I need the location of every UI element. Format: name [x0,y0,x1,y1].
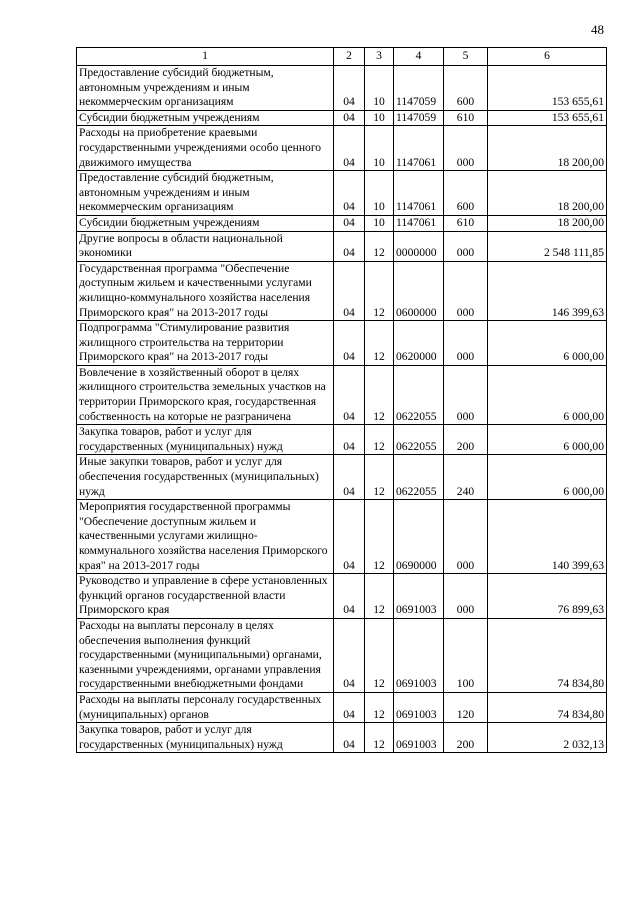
row-target-code-cell: 0622055 [394,455,444,500]
row-section-cell: 04 [334,692,365,722]
table-row [77,126,607,171]
row-expense-type-cell: 000 [444,126,488,171]
row-expense-type-cell: 000 [444,231,488,261]
row-target-code-cell: 0620000 [394,321,444,366]
row-name-cell: Расходы на выплаты персоналу государственных (муниципальных) органов [77,692,334,722]
row-subsection-cell: 12 [365,365,394,424]
row-subsection-cell: 12 [365,321,394,366]
row-expense-type-cell: 100 [444,618,488,692]
header-col-4: 4 [394,48,444,66]
row-subsection-cell: 12 [365,574,394,619]
row-expense-type-cell: 200 [444,723,488,753]
row-name-cell: Государственная программа "Обеспечение доступным жильем и качественными услугами жилищно-коммунального хозяйства населения Приморского края" на 2013-2017 годы [77,261,334,320]
table-row [77,110,607,126]
row-subsection-cell: 12 [365,618,394,692]
table-row [77,723,607,753]
row-amount-cell: 2 548 111,85 [488,231,607,261]
row-amount-cell: 153 655,61 [488,66,607,111]
table-row [77,261,607,320]
row-subsection-cell: 12 [365,261,394,320]
table-header-row [77,48,607,66]
row-amount-cell: 18 200,00 [488,171,607,216]
table-row [77,500,607,574]
row-subsection-cell: 12 [365,723,394,753]
row-section-cell: 04 [334,321,365,366]
row-name-cell: Руководство и управление в сфере установленных функций органов государственной власти Приморского края [77,574,334,619]
header-col-2: 2 [334,48,365,66]
table-row [77,455,607,500]
row-target-code-cell: 0622055 [394,365,444,424]
row-name-cell: Расходы на приобретение краевыми государственными учреждениями особо ценного движимого имущества [77,126,334,171]
row-expense-type-cell: 000 [444,500,488,574]
row-target-code-cell: 0691003 [394,723,444,753]
row-target-code-cell: 1147061 [394,215,444,231]
row-expense-type-cell: 610 [444,110,488,126]
row-section-cell: 04 [334,455,365,500]
header-col-6: 6 [488,48,607,66]
row-name-cell: Закупка товаров, работ и услуг для государственных (муниципальных) нужд [77,723,334,753]
header-col-1: 1 [77,48,334,66]
row-section-cell: 04 [334,618,365,692]
row-section-cell: 04 [334,66,365,111]
row-expense-type-cell: 610 [444,215,488,231]
table-row [77,618,607,692]
row-target-code-cell: 0600000 [394,261,444,320]
row-target-code-cell: 0691003 [394,692,444,722]
row-expense-type-cell: 000 [444,321,488,366]
row-name-cell: Расходы на выплаты персоналу в целях обеспечения выполнения функций государственными (муниципальными) органами, казенными учреждениями, органами управления государственными внебюджетными фондами [77,618,334,692]
header-col-3: 3 [365,48,394,66]
row-target-code-cell: 1147059 [394,66,444,111]
row-name-cell: Субсидии бюджетным учреждениям [77,215,334,231]
row-section-cell: 04 [334,425,365,455]
row-target-code-cell: 0622055 [394,425,444,455]
row-subsection-cell: 12 [365,455,394,500]
table-row [77,365,607,424]
row-expense-type-cell: 600 [444,171,488,216]
row-name-cell: Субсидии бюджетным учреждениям [77,110,334,126]
row-target-code-cell: 0691003 [394,618,444,692]
page-number: 48 [591,22,604,37]
row-target-code-cell: 1147061 [394,126,444,171]
row-amount-cell: 140 399,63 [488,500,607,574]
row-section-cell: 04 [334,231,365,261]
row-target-code-cell: 0691003 [394,574,444,619]
row-name-cell: Закупка товаров, работ и услуг для государственных (муниципальных) нужд [77,425,334,455]
row-expense-type-cell: 000 [444,365,488,424]
row-subsection-cell: 12 [365,231,394,261]
row-amount-cell: 18 200,00 [488,215,607,231]
row-amount-cell: 74 834,80 [488,618,607,692]
table-row [77,66,607,111]
row-expense-type-cell: 600 [444,66,488,111]
row-section-cell: 04 [334,215,365,231]
row-expense-type-cell: 200 [444,425,488,455]
table-row [77,321,607,366]
row-subsection-cell: 10 [365,126,394,171]
row-amount-cell: 6 000,00 [488,365,607,424]
row-amount-cell: 18 200,00 [488,126,607,171]
row-section-cell: 04 [334,171,365,216]
row-subsection-cell: 12 [365,425,394,455]
row-expense-type-cell: 240 [444,455,488,500]
row-amount-cell: 6 000,00 [488,425,607,455]
table-row [77,215,607,231]
row-subsection-cell: 10 [365,66,394,111]
row-expense-type-cell: 000 [444,261,488,320]
row-section-cell: 04 [334,500,365,574]
table-row [77,425,607,455]
row-amount-cell: 6 000,00 [488,455,607,500]
row-subsection-cell: 10 [365,171,394,216]
table-row [77,692,607,722]
row-target-code-cell: 1147061 [394,171,444,216]
row-expense-type-cell: 120 [444,692,488,722]
budget-table [76,47,607,753]
table-row [77,231,607,261]
row-section-cell: 04 [334,261,365,320]
row-name-cell: Предоставление субсидий бюджетным, автономным учреждениям и иным некоммерческим организациям [77,66,334,111]
row-section-cell: 04 [334,126,365,171]
row-expense-type-cell: 000 [444,574,488,619]
row-subsection-cell: 12 [365,692,394,722]
row-name-cell: Мероприятия государственной программы "Обеспечение доступным жильем и качественными услугами жилищно-коммунального хозяйства населения Приморского края" на 2013-2017 годы [77,500,334,574]
row-amount-cell: 146 399,63 [488,261,607,320]
row-amount-cell: 153 655,61 [488,110,607,126]
row-name-cell: Иные закупки товаров, работ и услуг для обеспечения государственных (муниципальных) нужд [77,455,334,500]
table-row [77,171,607,216]
row-name-cell: Другие вопросы в области национальной экономики [77,231,334,261]
row-name-cell: Вовлечение в хозяйственный оборот в целях жилищного строительства земельных участков на территории Приморского края, государственная собственность на которые не разграничена [77,365,334,424]
row-target-code-cell: 0690000 [394,500,444,574]
row-name-cell: Предоставление субсидий бюджетным, автономным учреждениям и иным некоммерческим организациям [77,171,334,216]
row-section-cell: 04 [334,574,365,619]
row-subsection-cell: 10 [365,215,394,231]
row-amount-cell: 6 000,00 [488,321,607,366]
row-section-cell: 04 [334,365,365,424]
row-target-code-cell: 0000000 [394,231,444,261]
row-target-code-cell: 1147059 [394,110,444,126]
row-section-cell: 04 [334,723,365,753]
row-subsection-cell: 12 [365,500,394,574]
header-col-5: 5 [444,48,488,66]
row-amount-cell: 2 032,13 [488,723,607,753]
row-section-cell: 04 [334,110,365,126]
row-amount-cell: 76 899,63 [488,574,607,619]
row-name-cell: Подпрограмма "Стимулирование развития жилищного строительства на территории Приморского края" на 2013-2017 годы [77,321,334,366]
table-row [77,574,607,619]
row-amount-cell: 74 834,80 [488,692,607,722]
row-subsection-cell: 10 [365,110,394,126]
